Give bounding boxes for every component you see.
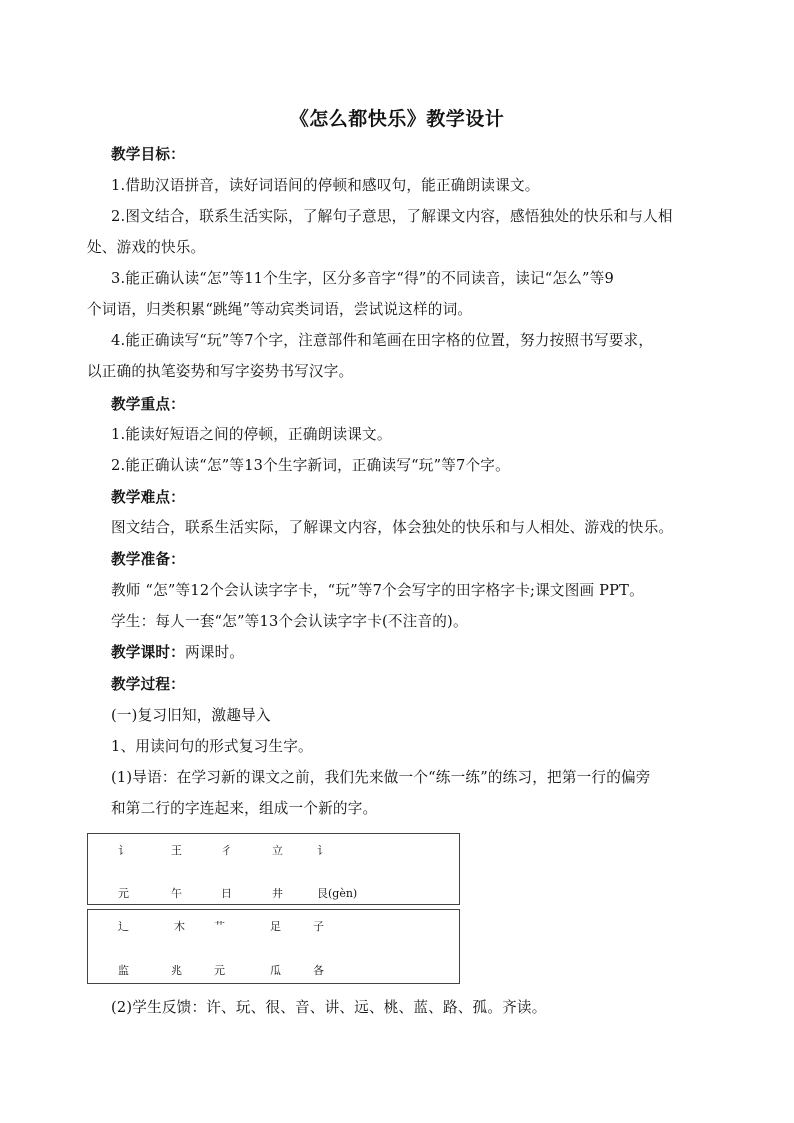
table2-radical-4: 足: [270, 920, 281, 933]
goal-item-1: 1.借助汉语拼音，读好词语间的停顿和感叹句，能正确朗读课文。: [111, 177, 540, 194]
process-intro-line-1: (1)导语：在学习新的课文之前，我们先来做一个“练一练”的练习，把第一行的偏旁: [111, 769, 651, 786]
table1-char-5: 艮(gèn): [317, 887, 358, 900]
process-feedback: (2)学生反馈：许、玩、很、音、讲、远、桃、蓝、路、孤。齐读。: [111, 999, 547, 1016]
goal-item-2: 2.图文结合，联系生活实际，了解句子意思，了解课文内容，感悟独处的快乐和与人相: [111, 208, 673, 225]
table1-char-1: 元: [118, 887, 129, 900]
table1-radical-1: 讠: [118, 844, 129, 857]
table2-char-3: 元: [214, 964, 225, 977]
table1-radical-2: 王: [171, 844, 182, 857]
table1-radical-3: 彳: [221, 844, 232, 857]
radical-table-1: [87, 833, 460, 905]
table2-char-1: 监: [118, 964, 129, 977]
goal-item-4-cont: 以正确的执笔姿势和写字姿势书写汉字。: [87, 363, 354, 380]
process-step-1: (一)复习旧知，激趣导入: [111, 707, 271, 724]
difficulties-text: 图文结合，联系生活实际，了解课文内容，体会独处的快乐和与人相处、游戏的快乐。: [111, 519, 674, 536]
table2-char-4: 瓜: [270, 964, 281, 977]
difficulties-heading: 教学难点：: [111, 489, 185, 506]
goal-item-3: 3.能正确认读“怎”等11个生字，区分多音字“得”的不同读音，读记“怎么”等9: [111, 270, 614, 287]
table1-radical-4: 立: [272, 844, 283, 857]
table2-radical-5: 子: [313, 920, 324, 933]
table2-radical-1: 辶: [118, 920, 129, 933]
key-point-1: 1.能读好短语之间的停顿，正确朗读课文。: [111, 426, 392, 443]
preparation-teacher: 教师 “怎”等12个会认读字字卡，“玩”等7个会写字的田字格字卡;课文图画 PPT。: [111, 582, 644, 599]
goal-item-4: 4.能正确读写“玩”等7个字，注意部件和笔画在田字格的位置，努力按照书写要求，: [111, 332, 654, 349]
process-heading: 教学过程：: [111, 676, 185, 693]
hours-value: 两课时。: [184, 644, 245, 661]
document-title: 《怎么都快乐》教学设计: [289, 108, 505, 130]
goal-item-3-cont: 个词语，归类积累“跳绳”等动宾类词语，尝试说这样的词。: [87, 301, 473, 318]
radical-table-2: [87, 909, 460, 984]
process-sub-1: 1、用读问句的形式复习生字。: [111, 738, 313, 755]
table2-radical-3: 艹: [214, 920, 225, 933]
table2-char-2: 兆: [171, 964, 182, 977]
goal-item-2-cont: 处、游戏的快乐。: [87, 239, 206, 256]
key-points-heading: 教学重点：: [111, 396, 185, 413]
hours-heading: 教学课时：: [111, 644, 185, 661]
process-intro-line-2: 和第二行的字连起来，组成一个新的字。: [111, 800, 378, 817]
table1-radical-5: 讠: [317, 844, 328, 857]
table2-char-5: 各: [313, 964, 324, 977]
table1-char-3: 日: [221, 887, 232, 900]
preparation-heading: 教学准备：: [111, 551, 185, 568]
hours-line: [111, 643, 726, 663]
key-point-2: 2.能正确认读“怎”等13个生字新词，正确读写“玩”等7个字。: [111, 457, 510, 474]
goals-heading: 教学目标：: [111, 146, 185, 163]
table1-char-2: 午: [171, 887, 182, 900]
preparation-student: 学生：每人一套“怎”等13个会认读字字卡(不注音的)。: [111, 613, 468, 630]
table1-char-4: 井: [272, 887, 283, 900]
table2-radical-2: 木: [174, 920, 185, 933]
